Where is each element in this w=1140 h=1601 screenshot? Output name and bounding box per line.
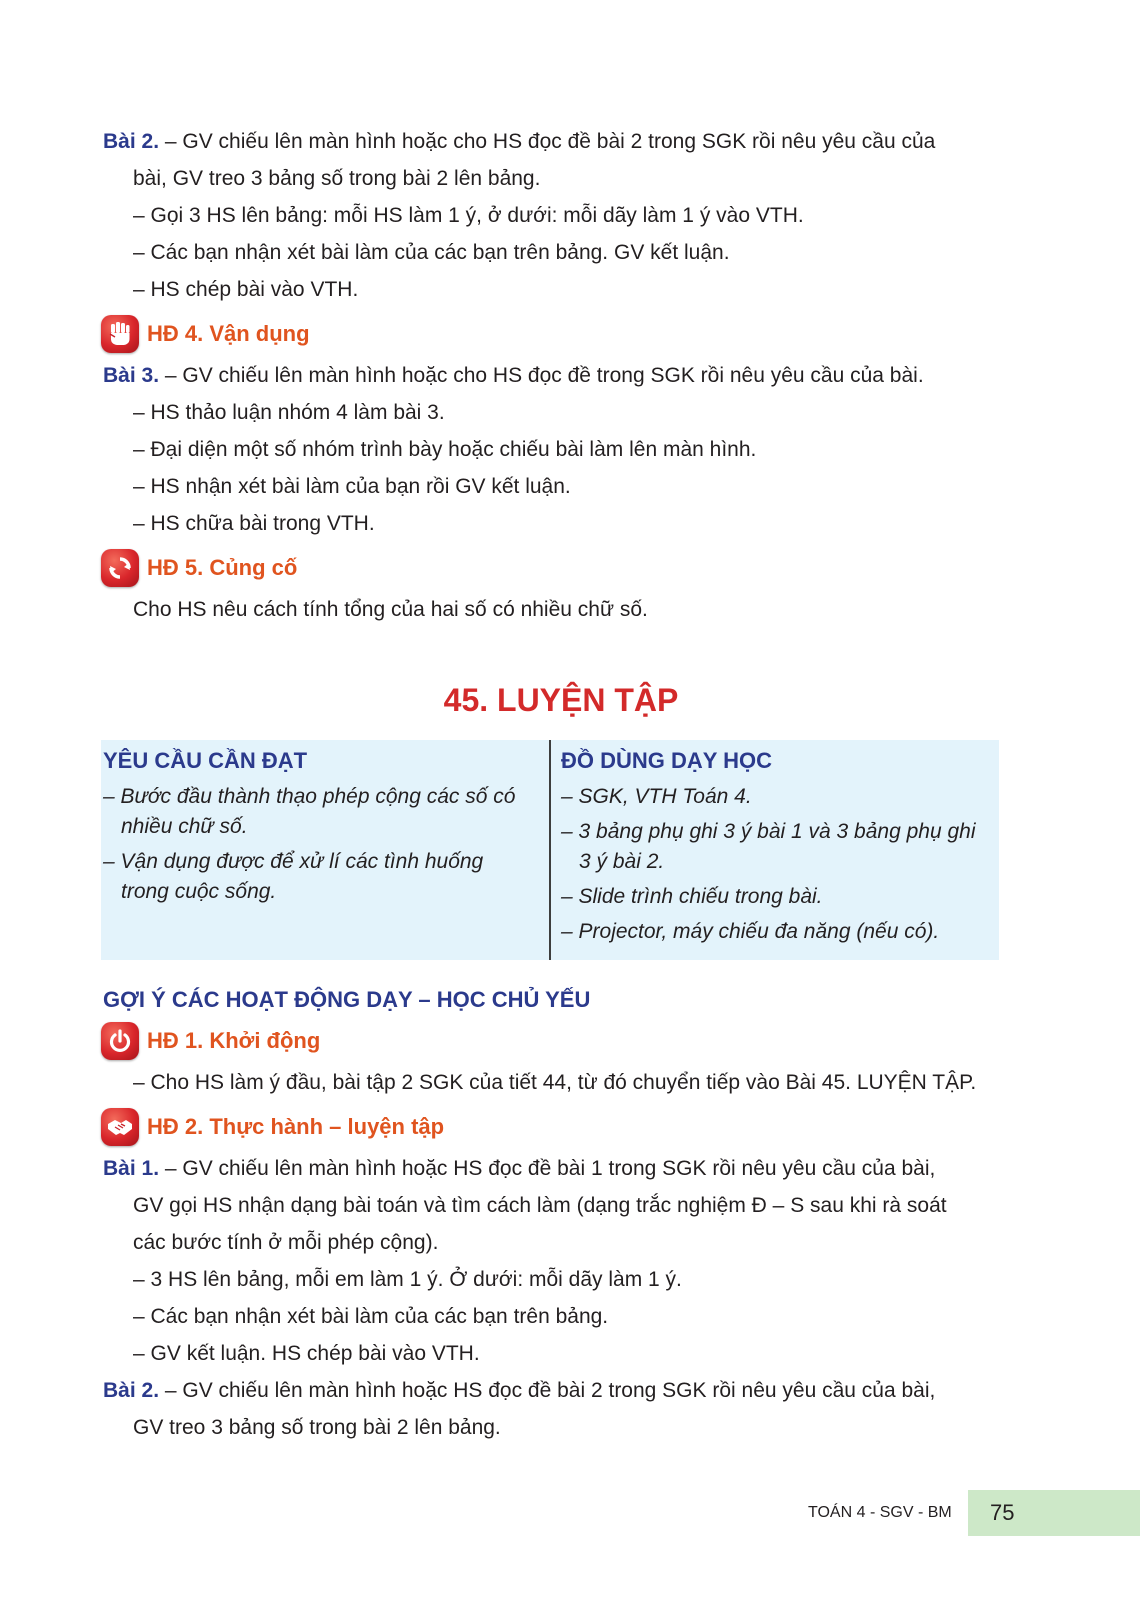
- bai3-label: Bài 3.: [103, 364, 160, 387]
- power-icon: [101, 1022, 139, 1060]
- top-bai2-text1: – GV chiếu lên màn hình hoặc cho HS đọc đề bài 2 trong SGK rồi nêu yêu cầu của: [159, 130, 936, 153]
- bai3-line1: [103, 362, 1019, 390]
- bai1-text1: – GV chiếu lên màn hình hoặc HS đọc đề bài 1 trong SGK rồi nêu yêu cầu của bài,: [159, 1157, 936, 1180]
- lesson-info-box: [101, 740, 999, 960]
- hd4-heading: [103, 313, 1019, 355]
- top-bai2-label: Bài 2.: [103, 130, 160, 153]
- refresh-icon: [101, 549, 139, 587]
- hd5-text: Cho HS nêu cách tính tổng của hai số có nhiều chữ số.: [133, 598, 648, 621]
- requirement-item: – Bước đầu thành thạo phép cộng các số có nhiều chữ số.: [103, 785, 516, 838]
- hd5-heading: [103, 547, 1019, 589]
- top-bai2-item: – HS chép bài vào VTH.: [133, 278, 359, 301]
- bai2-line2: GV treo 3 bảng số trong bài 2 lên bảng.: [133, 1416, 501, 1439]
- requirements-heading: YÊU CẦU CẦN ĐẠT: [103, 748, 308, 773]
- bai1-line1: [103, 1155, 1019, 1183]
- hd4-title: HĐ 4. Vận dụng: [147, 321, 310, 346]
- hd1-heading: [103, 1020, 1019, 1062]
- bai3-item: – HS nhận xét bài làm của bạn rồi GV kết luận.: [133, 475, 571, 498]
- bai3-item: – HS chữa bài trong VTH.: [133, 512, 375, 535]
- material-item: – Projector, máy chiếu đa năng (nếu có).: [561, 920, 940, 943]
- raised-fist-icon: [101, 315, 139, 353]
- hd2-heading: [103, 1106, 1019, 1148]
- bai3-item: – Đại diện một số nhóm trình bày hoặc chiếu bài làm lên màn hình.: [133, 438, 757, 461]
- materials-heading: ĐỒ DÙNG DẠY HỌC: [561, 748, 773, 773]
- hd1-title: HĐ 1. Khởi động: [147, 1028, 321, 1053]
- lesson-title: 45. LUYỆN TẬP: [443, 682, 679, 718]
- bai1-item: – Các bạn nhận xét bài làm của các bạn trên bảng.: [133, 1305, 609, 1328]
- top-bai2-line1: [103, 128, 1019, 156]
- activities-title: GỢI Ý CÁC HOẠT ĐỘNG DẠY – HỌC CHỦ YẾU: [103, 987, 591, 1012]
- hd5-title: HĐ 5. Củng cố: [147, 555, 298, 580]
- bai1-item: – 3 HS lên bảng, mỗi em làm 1 ý. Ở dưới: mỗi dãy làm 1 ý.: [133, 1268, 682, 1291]
- bai1-label: Bài 1.: [103, 1157, 160, 1180]
- material-item: – Slide trình chiếu trong bài.: [561, 885, 823, 908]
- requirements-column: [101, 740, 551, 960]
- bai1-line3: các bước tính ở mỗi phép cộng).: [133, 1231, 439, 1254]
- requirement-item: – Vận dụng được để xử lí các tình huống trong cuộc sống.: [103, 850, 484, 903]
- materials-column: [551, 740, 999, 960]
- bai3-item: – HS thảo luận nhóm 4 làm bài 3.: [133, 401, 445, 424]
- material-item: – 3 bảng phụ ghi 3 ý bài 1 và 3 bảng phụ ghi 3 ý bài 2.: [561, 820, 976, 873]
- hd2-title: HĐ 2. Thực hành – luyện tập: [147, 1114, 445, 1139]
- hd1-text: – Cho HS làm ý đầu, bài tập 2 SGK của tiết 44, từ đó chuyển tiếp vào Bài 45. LUYỆN TẬP.: [133, 1071, 977, 1094]
- handshake-icon: [101, 1108, 139, 1146]
- top-bai2-line2: bài, GV treo 3 bảng số trong bài 2 lên bảng.: [133, 167, 541, 190]
- bai1-line2: GV gọi HS nhận dạng bài toán và tìm cách làm (dạng trắc nghiệm Đ – S sau khi rà soát: [133, 1194, 947, 1217]
- top-bai2-item: – Gọi 3 HS lên bảng: mỗi HS làm 1 ý, ở dưới: mỗi dãy làm 1 ý vào VTH.: [133, 204, 804, 227]
- bai1-item: – GV kết luận. HS chép bài vào VTH.: [133, 1342, 480, 1365]
- page-number: 75: [990, 1500, 1015, 1525]
- page-content: [103, 128, 1019, 1451]
- bai3-text1: – GV chiếu lên màn hình hoặc cho HS đọc đề trong SGK rồi nêu yêu cầu của bài.: [159, 364, 924, 387]
- bai2-label: Bài 2.: [103, 1379, 160, 1402]
- footer-book-title: TOÁN 4 - SGV - BM: [808, 1504, 952, 1521]
- bai2-text1: – GV chiếu lên màn hình hoặc HS đọc đề bài 2 trong SGK rồi nêu yêu cầu của bài,: [159, 1379, 936, 1402]
- material-item: – SGK, VTH Toán 4.: [561, 785, 752, 808]
- top-bai2-item: – Các bạn nhận xét bài làm của các bạn trên bảng. GV kết luận.: [133, 241, 730, 264]
- bai2-line1: [103, 1377, 1019, 1405]
